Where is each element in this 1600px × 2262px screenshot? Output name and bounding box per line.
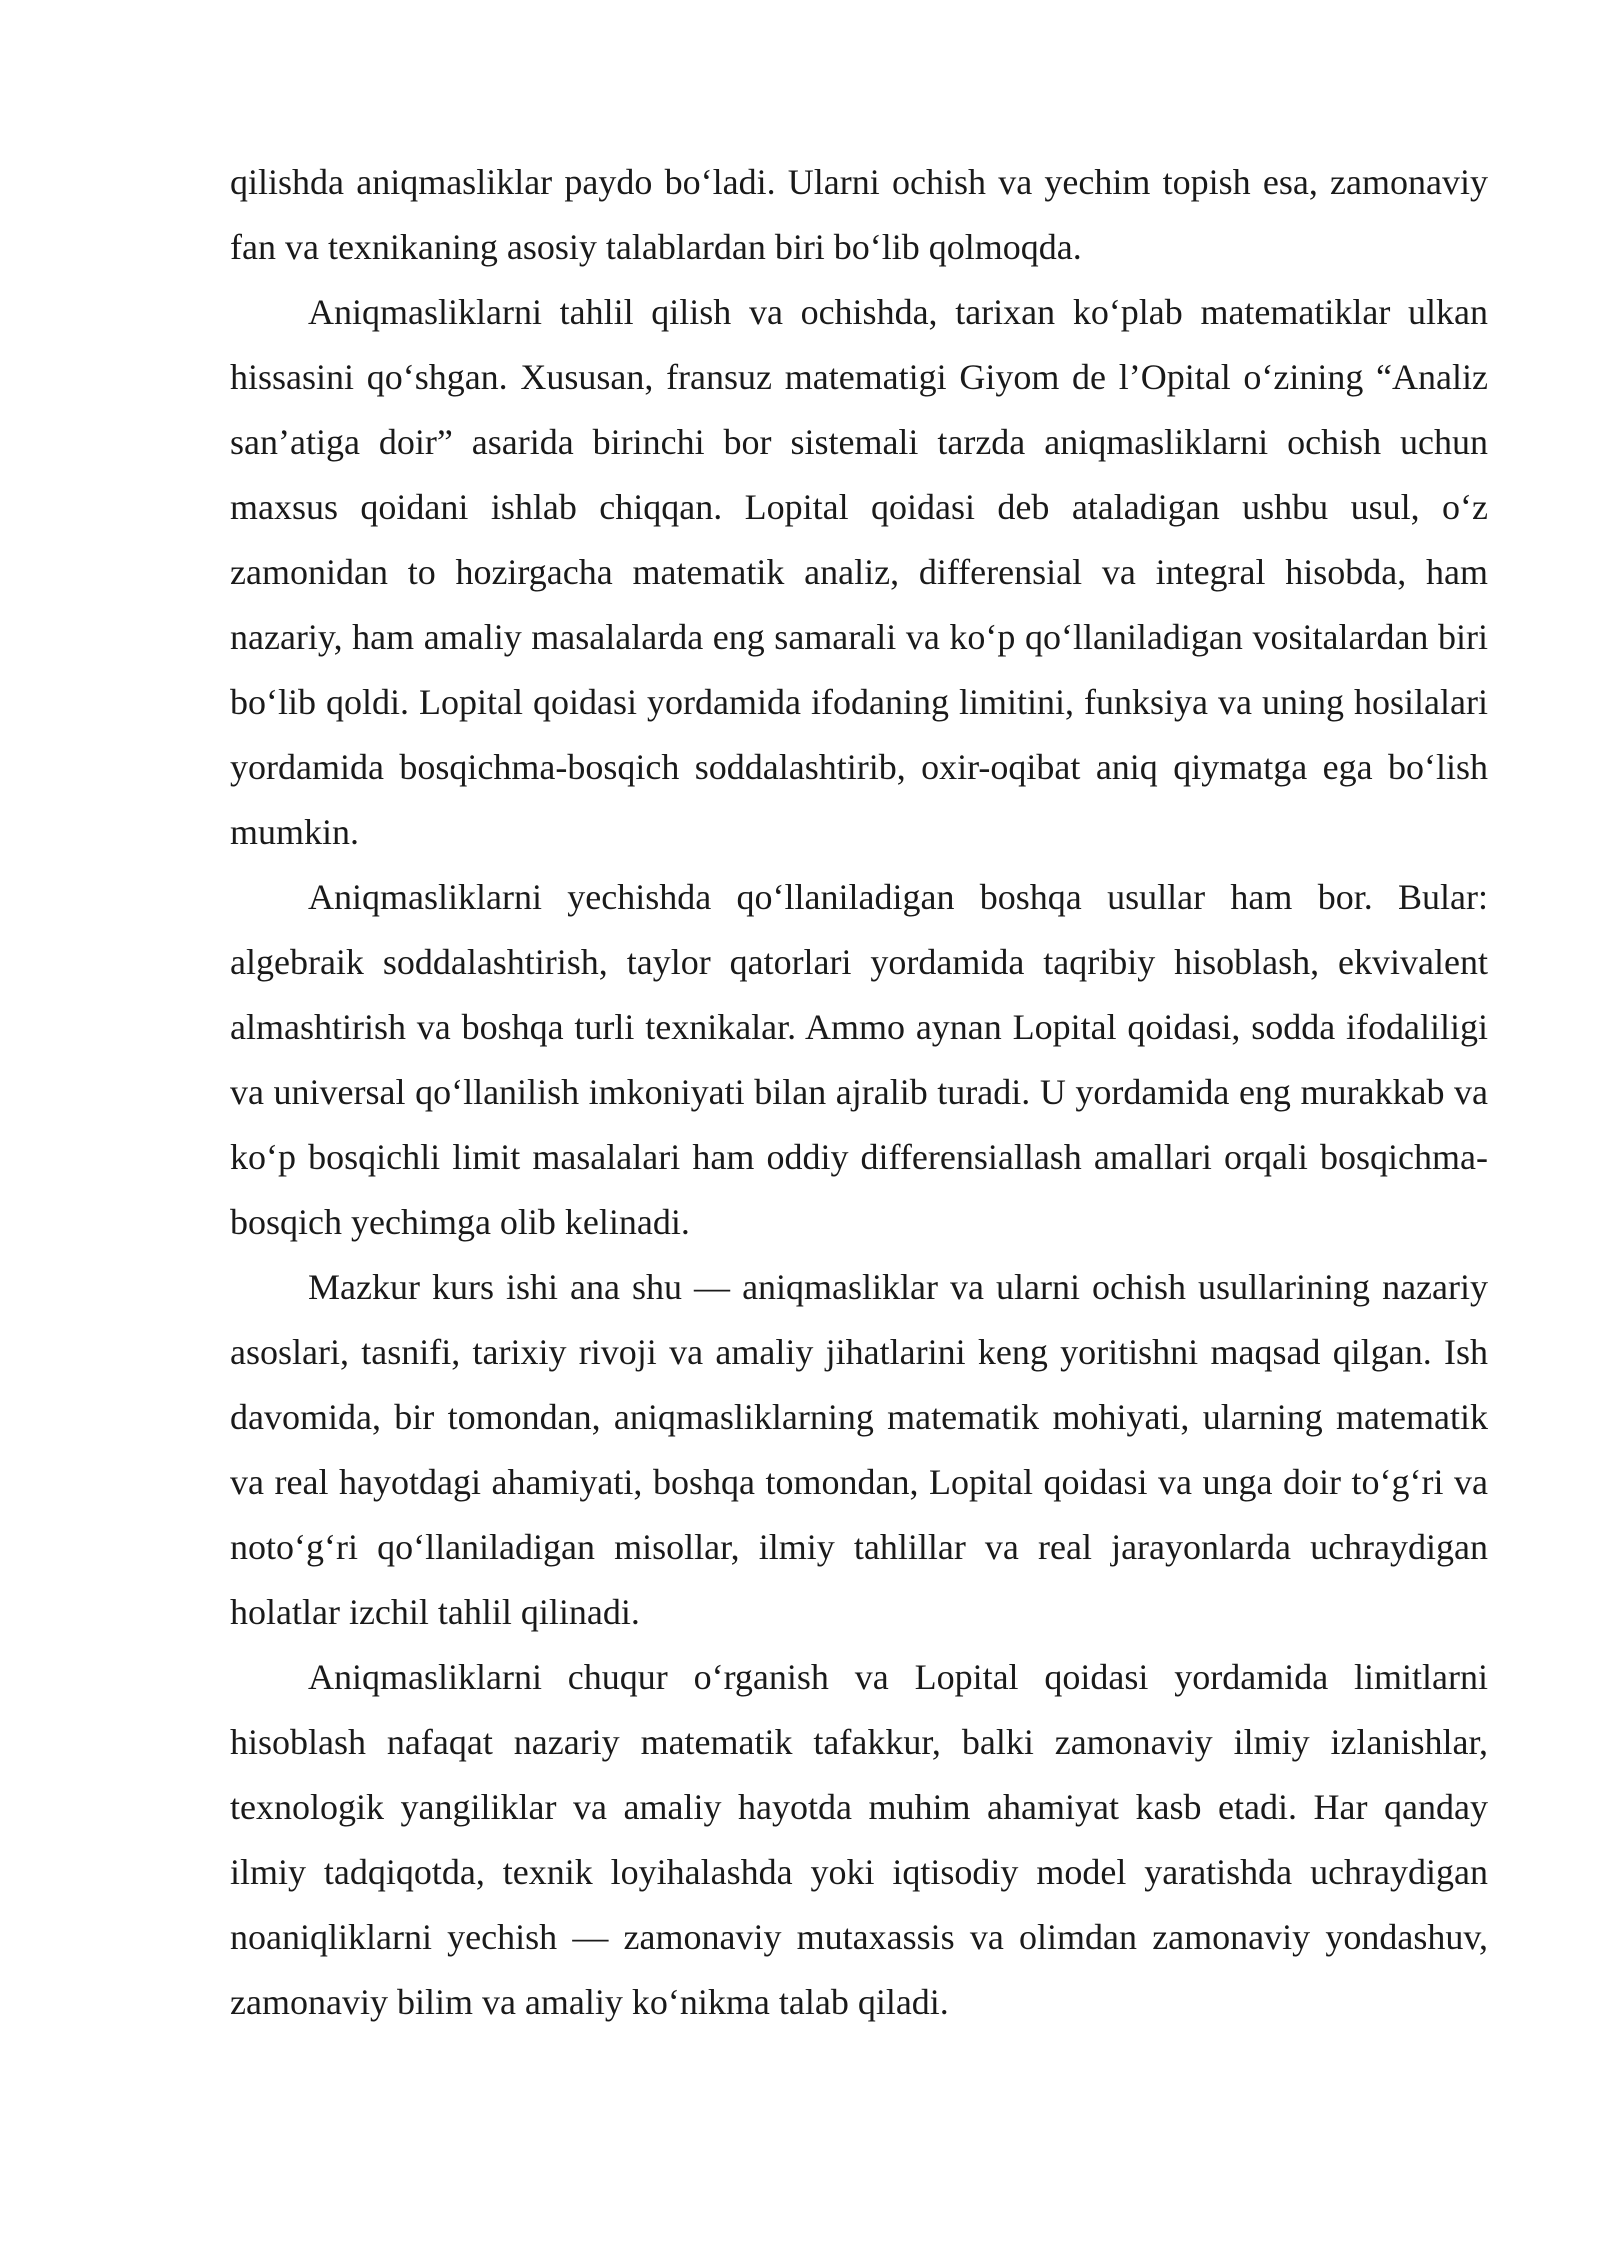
paragraph-4: Mazkur kurs ishi ana shu — aniqmasliklar va ularni ochish usullarining nazariy asoslari, tasnifi, tarixiy rivoji va amaliy jihatlarini keng yoritishni maqsad qilgan. Ish davomida, bir tomondan, aniqmasliklarning matematik mohiyati, ularning matematik va real hayotdagi ahamiyati, boshqa tomondan, Lopital qoidasi va unga doir to‘g‘ri va noto‘g‘ri qo‘llaniladigan misollar, ilmiy tahlillar va real jarayonlarda uchraydigan holatlar izchil tahlil qilinadi.: [230, 1267, 1488, 1632]
paragraph-5: Aniqmasliklarni chuqur o‘rganish va Lopital qoidasi yordamida limitlarni hisoblash nafaqat nazariy matematik tafakkur, balki zamonaviy ilmiy izlanishlar, texnologik yangiliklar va amaliy hayotda muhim ahamiyat kasb etadi. Har qanday ilmiy tadqiqotda, texnik loyihalashda yoki iqtisodiy model yaratishda uchraydigan noaniqliklarni yechish — zamonaviy mutaxassis va olimdan zamonaviy yondashuv, zamonaviy bilim va amaliy ko‘nikma talab qiladi.: [230, 1657, 1488, 2022]
paragraph-2: Aniqmasliklarni tahlil qilish va ochishda, tarixan ko‘plab matematiklar ulkan hissasini qo‘shgan. Xususan, fransuz matematigi Giyom de l’Opital o‘zining “Analiz san’atiga doir” asarida birinchi bor sistemali tarzda aniqmasliklarni ochish uchun maxsus qoidani ishlab chiqqan. Lopital qoidasi deb ataladigan ushbu usul, o‘z zamonidan to hozirgacha matematik analiz, differensial va integral hisobda, ham nazariy, ham amaliy masalalarda eng samarali va ko‘p qo‘llaniladigan vositalardan biri bo‘lib qoldi. Lopital qoidasi yordamida ifodaning limitini, funksiya va uning hosilalari yordamida bosqichma-bosqich soddalashtirib, oxir-oqibat aniq qiymatga ega bo‘lish mumkin.: [230, 292, 1488, 852]
paragraph-3: Aniqmasliklarni yechishda qo‘llaniladigan boshqa usullar ham bor. Bular: algebraik soddalashtirish, taylor qatorlari yordamida taqribiy hisoblash, ekvivalent almashtirish va boshqa turli texnikalar. Ammo aynan Lopital qoidasi, sodda ifodaliligi va universal qo‘llanilish imkoniyati bilan ajralib turadi. U yordamida eng murakkab va ko‘p bosqichli limit masalalari ham oddiy differensiallash amallari orqali bosqichma-bosqich yechimga olib kelinadi.: [230, 877, 1488, 1242]
paragraph-1: qilishda aniqmasliklar paydo bo‘ladi. Ularni ochish va yechim topish esa, zamonaviy fan va texnikaning asosiy talablardan biri bo‘lib qolmoqda.: [230, 162, 1488, 267]
document-body: [230, 150, 1488, 2035]
